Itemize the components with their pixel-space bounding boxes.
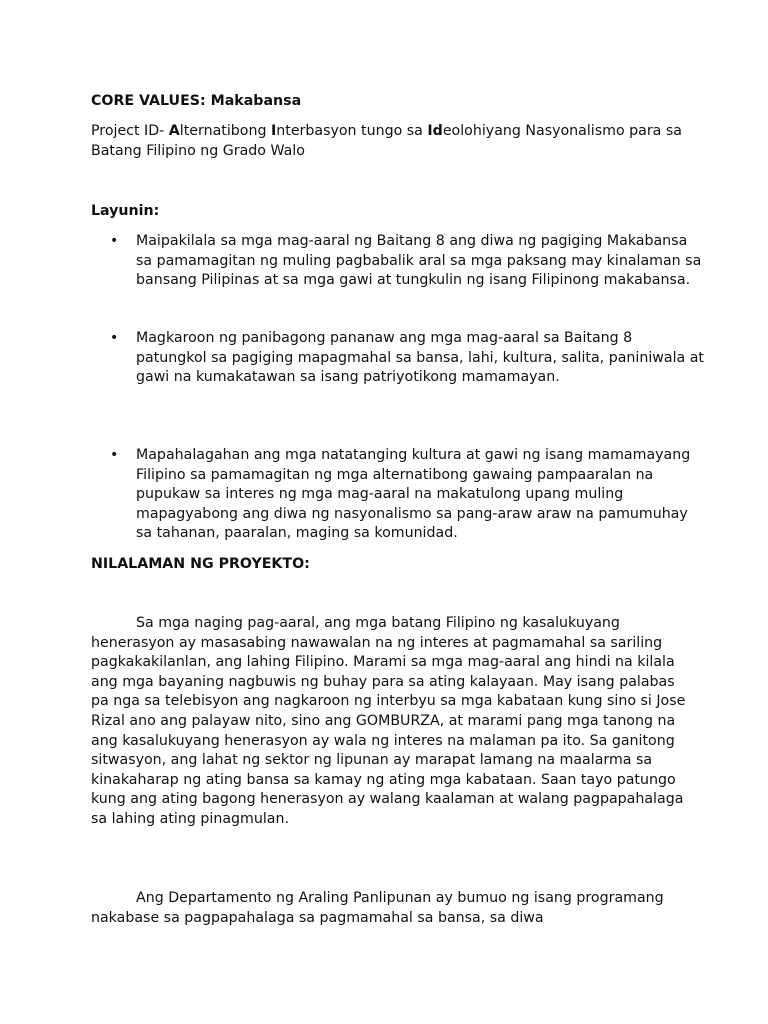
- project-acronym-i: I: [270, 123, 277, 139]
- objective-text: Mapahalagahan ang mga natatanging kultura at gawi ng isang mamamayang Filipino sa pamamagitan ng mga alternatibong gawaing pampaaralan na pupukaw sa interes ng mga mag-aaral na makatulong upang muling mapagyabong ang diwa ng nasyonalismo sa pang-araw araw na pamumuhay sa tahanan, paaralan, maging sa komunidad.: [136, 447, 691, 542]
- core-values-line: [91, 92, 301, 112]
- project-word-ideolohiyang: eolohiyang Nasyonalismo para sa Batang Filipino ng Grado Walo: [91, 123, 682, 159]
- project-word-interbasyon: nterbasyon tungo sa: [276, 123, 428, 139]
- objective-item: [110, 446, 706, 544]
- bullet-icon: •: [110, 233, 119, 249]
- layunin-heading: Layunin:: [91, 203, 160, 219]
- project-id-prefix: Project ID-: [91, 123, 169, 139]
- content-paragraph: Sa mga naging pag-aaral, ang mga batang Filipino ng kasalukuyang henerasyon ay masasabing nawawalan na ng interes at pagmamahal sa sariling pagkakakilanlan, ang lahing Filipino. Marami sa mga mag-aaral ang hindi na kilala ang mga bayaning nagbuwis ng buhay para sa ating kalayaan. May isang palabas pa nga sa telebisyon ang nagkaroon ng interbyu sa mga kabataan kung sino si Jose Rizal ano ang palayaw nito, sino ang GOMBURZA, at marami pang mga tanong na ang kasalukuyang henerasyon ay wala ng interes na malaman pa ito. Sa ganitong sitwasyon, ang lahat ng sektor ng lipunan ay marapat lamang na maalarma sa kinakaharap ng ating bansa sa kamay ng ating mga kabataan. Saan tayo patungo kung ang ating bagong henerasyon ay walang kaalaman at walang pagpapahalaga sa lahing ating pinagmulan.: [91, 615, 686, 827]
- core-values-value: Makabansa: [210, 93, 302, 109]
- project-id-line: [91, 122, 691, 161]
- objective-item: [110, 232, 706, 291]
- objective-text: Magkaroon ng panibagong pananaw ang mga mag-aaral sa Baitang 8 patungkol sa pagiging mapagmahal sa bansa, lahi, kultura, salita, paniniwala at gawi na kumakatawan sa isang patriyotikong mamamayan.: [136, 330, 704, 386]
- core-values-label: CORE VALUES:: [91, 93, 211, 109]
- nilalaman-heading: NILALAMAN NG PROYEKTO:: [91, 556, 310, 572]
- project-word-alternatibong: lternatibong: [179, 123, 271, 139]
- project-acronym-id: Id: [427, 123, 443, 139]
- objective-item: [110, 329, 706, 388]
- content-paragraph: Ang Departamento ng Araling Panlipunan ay bumuo ng isang programang nakabase sa pagpapahalaga sa pagmamahal sa bansa, sa diwa: [91, 890, 664, 926]
- bullet-icon: •: [110, 447, 119, 463]
- bullet-icon: •: [110, 330, 119, 346]
- objective-text: Maipakilala sa mga mag-aaral ng Baitang 8 ang diwa ng pagiging Makabansa sa pamamagitan ng muling pagbabalik aral sa mga paksang may kinalaman sa bansang Pilipinas at sa mga gawi at tungkulin ng isang Filipinong makabansa.: [136, 233, 702, 289]
- project-acronym-a: A: [168, 123, 180, 139]
